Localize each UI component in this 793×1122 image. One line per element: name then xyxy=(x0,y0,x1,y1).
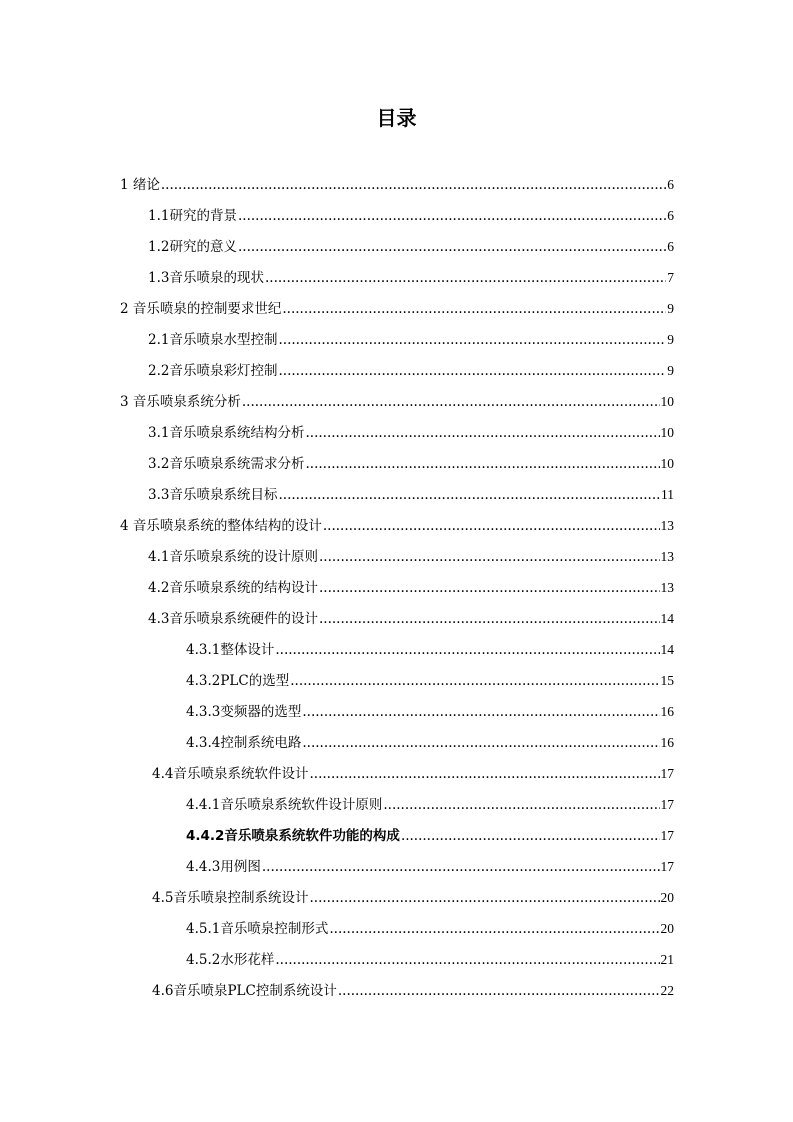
toc-entry[interactable] xyxy=(148,449,674,473)
toc-page-number: 10 xyxy=(660,456,674,471)
toc-page-number: 22 xyxy=(660,983,674,998)
toc-page-number: 17 xyxy=(660,828,674,843)
toc-entry[interactable] xyxy=(148,201,674,225)
toc-leader xyxy=(319,579,660,597)
toc-entry[interactable] xyxy=(148,542,674,566)
toc-leader xyxy=(238,238,666,256)
toc-entry[interactable] xyxy=(148,573,674,597)
toc-page-number: 6 xyxy=(667,177,674,192)
toc-page-number: 16 xyxy=(660,735,674,750)
toc-entry-label: 4.1音乐喷泉系统的设计原则 xyxy=(148,549,318,565)
toc-entry[interactable] xyxy=(120,511,674,535)
toc-page-number: 21 xyxy=(660,952,674,967)
toc-entry[interactable] xyxy=(186,697,674,721)
toc-entry-label: 1 绪论 xyxy=(120,177,160,193)
toc-page-number: 15 xyxy=(660,673,674,688)
toc-leader xyxy=(278,362,666,380)
toc-leader xyxy=(242,393,660,411)
toc-leader xyxy=(329,920,659,938)
toc-entry-label: 4.4.3用例图 xyxy=(186,859,261,875)
toc-entry[interactable] xyxy=(148,480,674,504)
toc-entry[interactable] xyxy=(152,976,674,1000)
toc-entry-label: 4.4.1音乐喷泉系统软件设计原则 xyxy=(186,797,383,813)
toc-entry[interactable] xyxy=(186,666,674,690)
toc-page-number: 10 xyxy=(660,425,674,440)
toc-entry[interactable] xyxy=(148,604,674,628)
toc-entry-label: 4.3.2PLC的选型 xyxy=(186,673,290,689)
toc-leader xyxy=(161,176,666,194)
toc-leader xyxy=(319,610,660,628)
toc-entry[interactable] xyxy=(186,821,674,845)
toc-page-number: 6 xyxy=(667,208,674,223)
toc-entry[interactable] xyxy=(148,418,674,442)
toc-entry[interactable] xyxy=(186,945,674,969)
toc-leader xyxy=(262,858,660,876)
page-title: 目录 xyxy=(376,106,417,130)
toc-entry[interactable] xyxy=(152,883,674,907)
toc-entry[interactable] xyxy=(148,232,674,256)
toc-entry[interactable] xyxy=(186,728,674,752)
toc-entry[interactable] xyxy=(186,790,674,814)
toc-leader xyxy=(302,734,659,752)
toc-entry-label: 1.3音乐喷泉的现状 xyxy=(148,270,264,286)
toc-leader xyxy=(282,300,666,318)
toc-entry[interactable] xyxy=(120,294,674,318)
toc-entry[interactable] xyxy=(148,263,674,287)
toc-entry-label: 3.1音乐喷泉系统结构分析 xyxy=(148,425,305,441)
toc-leader xyxy=(275,641,659,659)
toc-leader xyxy=(290,672,659,690)
toc-page-number: 20 xyxy=(660,890,674,905)
toc-page-number: 7 xyxy=(667,270,674,285)
toc-entry-label: 4.3.1整体设计 xyxy=(186,642,275,658)
toc-entry-label: 4.5.1音乐喷泉控制形式 xyxy=(186,921,329,937)
toc-page-number: 13 xyxy=(660,549,674,564)
toc-entry[interactable] xyxy=(186,852,674,876)
toc-page-number: 17 xyxy=(660,766,674,781)
toc-page-number: 9 xyxy=(667,363,674,378)
toc-leader xyxy=(278,486,660,504)
toc-leader xyxy=(319,548,660,566)
toc-page-number: 6 xyxy=(667,239,674,254)
toc-entry-label: 4.3.3变频器的选型 xyxy=(186,704,302,720)
toc-entry-label: 1.2研究的意义 xyxy=(148,239,237,255)
toc-entry-label: 1.1研究的背景 xyxy=(148,208,237,224)
toc-page-number: 14 xyxy=(660,642,674,657)
toc-entry[interactable] xyxy=(186,635,674,659)
toc-page-number: 16 xyxy=(660,704,674,719)
toc-entry-label: 4.5.2水形花样 xyxy=(186,952,275,968)
toc-leader xyxy=(302,703,659,721)
toc-entry-label: 2 音乐喷泉的控制要求世纪 xyxy=(120,301,282,317)
toc-entry-label: 4.6音乐喷泉PLC控制系统设计 xyxy=(152,983,337,999)
toc-leader xyxy=(383,796,659,814)
toc-leader xyxy=(275,951,659,969)
toc-entry-label: 4.3音乐喷泉系统硬件的设计 xyxy=(148,611,318,627)
toc-entry-label: 3 音乐喷泉系统分析 xyxy=(120,394,241,410)
toc-page-number: 17 xyxy=(660,859,674,874)
toc-entry-label: 4.4音乐喷泉系统软件设计 xyxy=(152,766,309,782)
toc-page-number: 10 xyxy=(660,394,674,409)
toc-page-number: 14 xyxy=(660,611,674,626)
toc-entry-label: 2.2音乐喷泉彩灯控制 xyxy=(148,363,278,379)
toc-entry[interactable] xyxy=(152,759,674,783)
toc-entry-label: 3.3音乐喷泉系统目标 xyxy=(148,487,278,503)
toc-page-number: 13 xyxy=(660,518,674,533)
toc-page-number: 9 xyxy=(667,332,674,347)
toc-page-number: 20 xyxy=(660,921,674,936)
toc-leader xyxy=(323,517,660,535)
toc-entry[interactable] xyxy=(120,387,674,411)
toc-leader xyxy=(401,827,660,845)
toc-leader xyxy=(238,207,666,225)
toc-page-number: 11 xyxy=(661,487,674,502)
toc-entry[interactable] xyxy=(186,914,674,938)
toc-entry-label: 4.4.2音乐喷泉系统软件功能的构成 xyxy=(186,828,400,844)
toc-leader xyxy=(305,424,659,442)
toc-leader xyxy=(278,331,666,349)
toc-entry[interactable] xyxy=(148,325,674,349)
toc-page-number: 9 xyxy=(667,301,674,316)
toc-leader xyxy=(265,269,666,287)
toc-entry-label: 2.1音乐喷泉水型控制 xyxy=(148,332,278,348)
toc-leader xyxy=(309,765,659,783)
toc-leader xyxy=(338,982,660,1000)
toc-leader xyxy=(305,455,659,473)
toc-page-number: 13 xyxy=(660,580,674,595)
toc-leader xyxy=(309,889,659,907)
toc-entry[interactable] xyxy=(120,170,674,194)
toc-entry-label: 4 音乐喷泉系统的整体结构的设计 xyxy=(120,518,322,534)
toc-page-number: 17 xyxy=(660,797,674,812)
toc-entry[interactable] xyxy=(148,356,674,380)
toc-entry-label: 3.2音乐喷泉系统需求分析 xyxy=(148,456,305,472)
toc-entry-label: 4.5音乐喷泉控制系统设计 xyxy=(152,890,309,906)
toc-entry-label: 4.3.4控制系统电路 xyxy=(186,735,302,751)
toc-entry-label: 4.2音乐喷泉系统的结构设计 xyxy=(148,580,318,596)
